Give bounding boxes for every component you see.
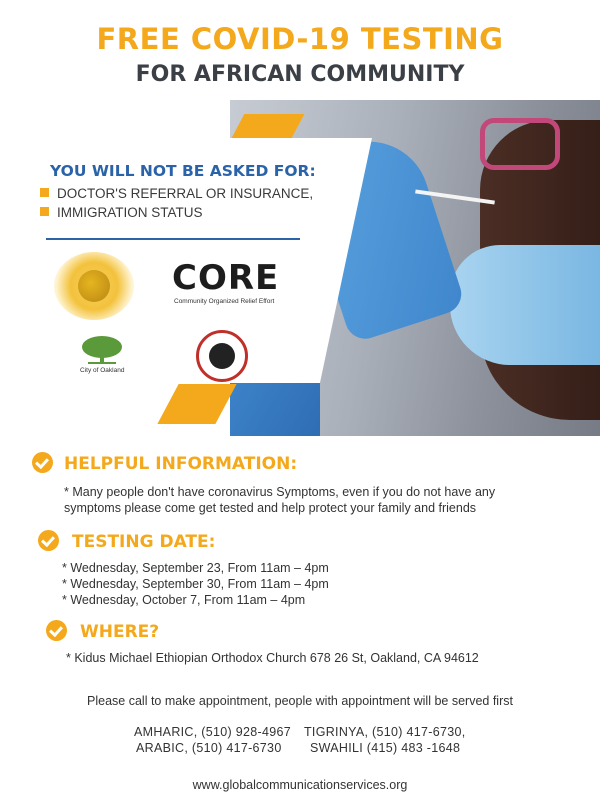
helpful-line1: * Many people don't have coronavirus Symptoms, even if you do not have any [64,485,496,499]
appointment-note: Please call to make appointment, people with appointment will be served first [87,694,513,708]
panel-item: DOCTOR'S REFERRAL OR INSURANCE, [40,186,313,201]
core-tagline: Community Organized Relief Effort [174,298,275,305]
check-icon [38,530,59,551]
where-heading: WHERE? [80,622,160,642]
helpful-line2: symptoms please come get tested and help protect your family and friends [64,501,477,515]
sun-globe-logo [54,252,134,320]
orange-accent-bottom [157,384,236,424]
testing-date: * Wednesday, September 23, From 11am – 4pm [62,561,329,575]
testing-heading: TESTING DATE: [72,532,216,552]
orange-accent-top [232,114,305,138]
oakland-label: City of Oakland [80,367,125,374]
swahili-phone: SWAHILI (415) 483 -1648 [310,741,461,755]
core-logo: CORE [172,258,280,298]
website-link[interactable]: www.globalcommunicationservices.org [192,778,408,792]
square-bullet-icon [40,188,49,197]
tigrinya-phone: TIGRINYA, (510) 417-6730, [304,725,466,739]
flyer-title: FREE COVID-19 TESTING [96,22,504,56]
panel-item: IMMIGRATION STATUS [40,205,203,220]
testing-date: * Wednesday, October 7, From 11am – 4pm [62,593,306,607]
panel-heading: YOU WILL NOT BE ASKED FOR: [50,162,316,180]
check-icon [32,452,53,473]
amharic-phone: AMHARIC, (510) 928-4967 [134,725,291,739]
location-text: * Kidus Michael Ethiopian Orthodox Church 678 26 St, Oakland, CA 94612 [66,651,479,665]
oak-tree-logo-icon [80,334,124,366]
arabic-phone: ARABIC, (510) 417-6730 [136,741,282,755]
divider [46,238,300,240]
testing-date: * Wednesday, September 30, From 11am – 4pm [62,577,329,591]
square-bullet-icon [40,207,49,216]
helpful-heading: HELPFUL INFORMATION: [64,454,298,474]
county-health-seal-icon [196,330,248,382]
check-icon [46,620,67,641]
flyer-subtitle: FOR AFRICAN COMMUNITY [135,62,465,87]
